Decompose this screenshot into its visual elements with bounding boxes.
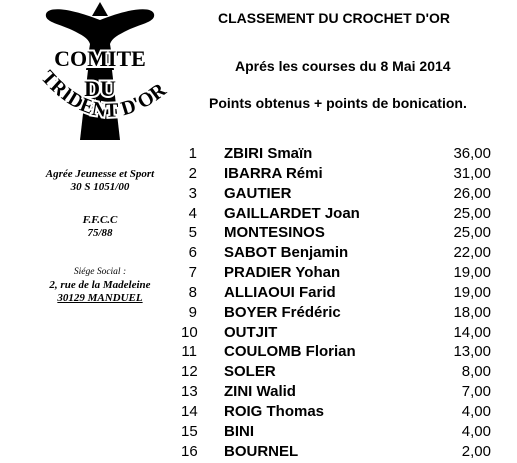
rank-number: 10 (181, 323, 198, 341)
rank-number: 3 (188, 184, 197, 202)
logo-line-1: COMITE (54, 46, 146, 71)
ranking-row (0, 402, 517, 422)
agree-number: 30 S 1051/00 (70, 181, 130, 193)
competitor-name: PRADIER Yohan (224, 264, 341, 282)
competitor-name: GAILLARDET Joan (224, 204, 360, 222)
competitor-name: SOLER (224, 363, 276, 381)
competitor-name: OUTJIT (224, 323, 278, 341)
competitor-name: MONTESINOS (224, 224, 325, 242)
points-note: Points obtenus + points de bonication. (209, 95, 467, 111)
competitor-name: BINI (224, 422, 254, 440)
ranking-row (0, 144, 517, 164)
competitor-points: 25,00 (453, 224, 491, 242)
competitor-points: 25,00 (453, 204, 491, 222)
ranking-row (0, 342, 517, 362)
competitor-points: 19,00 (453, 283, 491, 301)
rank-number: 14 (181, 402, 198, 420)
competitor-points: 2,00 (461, 442, 491, 460)
competitor-name: ROIG Thomas (224, 402, 325, 420)
rank-number: 16 (181, 442, 198, 460)
rank-number: 11 (181, 343, 197, 361)
rank-number: 1 (188, 145, 197, 162)
competitor-points: 36,00 (453, 145, 491, 162)
rank-number: 7 (188, 264, 197, 282)
competitor-name: COULOMB Florian (224, 343, 356, 361)
ranking-row (0, 184, 517, 204)
competitor-name: BOYER Frédéric (224, 303, 341, 321)
ranking-row (0, 422, 517, 442)
rank-number: 8 (188, 283, 197, 301)
ranking-row (0, 323, 517, 343)
ranking-row (0, 362, 517, 382)
agree-text: Agrée Jeunesse et Sport (45, 168, 155, 180)
competitor-points: 7,00 (461, 383, 491, 401)
ranking-row (0, 263, 517, 283)
competitor-points: 4,00 (461, 402, 491, 420)
ranking-row (0, 283, 517, 303)
rank-number: 9 (188, 303, 197, 321)
rank-number: 15 (181, 422, 198, 440)
ffcc-text: F.F.C.C (82, 214, 118, 226)
competitor-name: ZBIRI Smaïn (224, 145, 313, 162)
competitor-points: 18,00 (453, 303, 491, 321)
competitor-name: ZINI Walid (224, 383, 296, 401)
competitor-points: 4,00 (461, 422, 491, 440)
competitor-points: 14,00 (453, 323, 491, 341)
page-subtitle: Aprés les courses du 8 Mai 2014 (235, 58, 451, 74)
ranking-row (0, 382, 517, 402)
comite-trident-dor-logo (0, 0, 200, 160)
competitor-name: GAUTIER (224, 184, 292, 202)
competitor-name: ALLIAOUI Farid (224, 283, 336, 301)
competitor-points: 26,00 (453, 184, 491, 202)
address-line-1: 2, rue de la Madeleine (49, 279, 151, 291)
ranking-row (0, 303, 517, 323)
siege-label: Siége Social : (73, 267, 127, 277)
ranking-row (0, 204, 517, 224)
address-line-2: 30129 MANDUEL (57, 292, 143, 304)
ranking-row (0, 442, 517, 462)
rank-number: 4 (188, 204, 197, 222)
rank-number: 5 (188, 224, 197, 242)
competitor-points: 19,00 (453, 264, 491, 282)
ranking-row (0, 164, 517, 184)
competitor-points: 13,00 (453, 343, 491, 361)
competitor-name: BOURNEL (224, 442, 299, 460)
competitor-name: SABOT Benjamin (224, 244, 349, 262)
rank-number: 13 (181, 383, 198, 401)
logo-line-2: DU (84, 76, 116, 101)
ranking-row (0, 243, 517, 263)
rank-number: 12 (181, 363, 198, 381)
ranking-table (0, 144, 517, 462)
ranking-row (0, 223, 517, 243)
logo-line-3: TRIDENT D'OR (36, 66, 171, 122)
competitor-points: 22,00 (453, 244, 491, 262)
competitor-name: IBARRA Rémi (224, 164, 323, 182)
rank-number: 2 (188, 164, 197, 182)
competitor-points: 8,00 (461, 363, 491, 381)
competitor-points: 31,00 (453, 164, 491, 182)
page-title: CLASSEMENT DU CROCHET D'OR (218, 10, 450, 26)
ffcc-number: 75/88 (87, 227, 113, 239)
rank-number: 6 (188, 244, 197, 262)
